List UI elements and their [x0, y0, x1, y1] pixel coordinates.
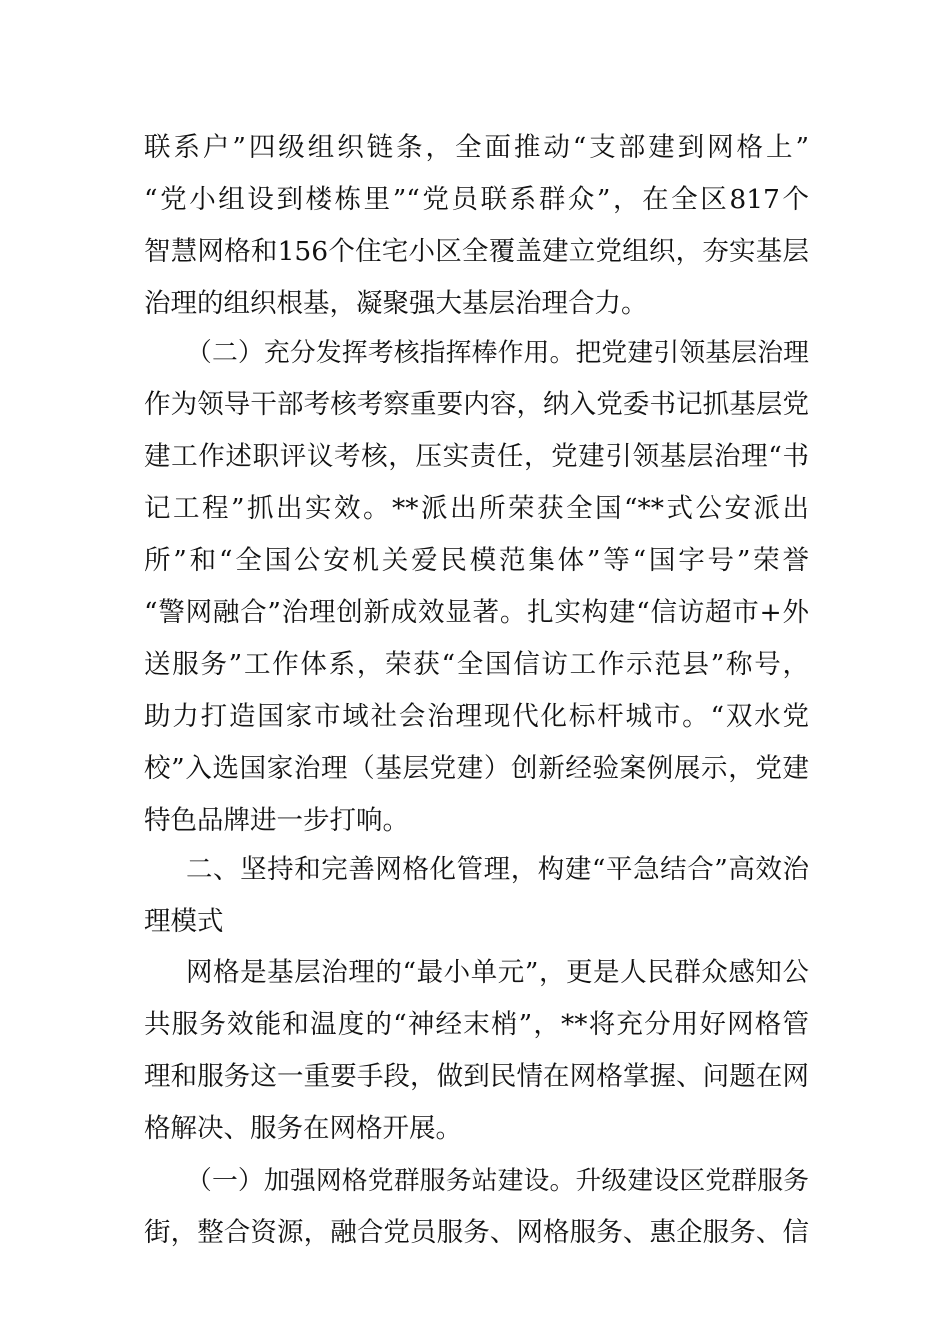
text-line: “党小组设到楼栋里”“党员联系群众”，在全区817个	[144, 184, 809, 215]
text-line: 网格是基层治理的“最小单元”，更是人民群众感知公	[186, 957, 809, 988]
text-line: 智慧网格和156个住宅小区全覆盖建立党组织，夯实基层	[144, 236, 809, 267]
section-heading: 理模式	[144, 906, 224, 937]
text-line: 记工程”抓出实效。**派出所荣获全国“**式公安派出	[144, 493, 809, 524]
text-line: 联系户”四级组织链条，全面推动“支部建到网格上”	[144, 132, 809, 163]
text-line: 送服务”工作体系，荣获“全国信访工作示范县”称号，	[144, 649, 809, 680]
text-line: “警网融合”治理创新成效显著。扎实构建“信访超市+外	[144, 597, 809, 628]
text-line: （二）充分发挥考核指挥棒作用。把党建引领基层治理	[186, 338, 809, 368]
text-line: 格解决、服务在网格开展。	[144, 1113, 462, 1144]
text-line: （一）加强网格党群服务站建设。升级建设区党群服务	[186, 1166, 809, 1196]
text-line: 共服务效能和温度的“神经末梢”，**将充分用好网格管	[144, 1009, 809, 1040]
text-line: 建工作述职评议考核，压实责任，党建引领基层治理“书	[144, 441, 809, 472]
text-line: 特色品牌进一步打响。	[144, 805, 409, 836]
text-line: 所”和“全国公安机关爱民模范集体”等“国字号”荣誉	[144, 545, 809, 576]
text-line: 理和服务这一重要手段，做到民情在网格掌握、问题在网	[144, 1061, 809, 1092]
text-line: 街，整合资源，融合党员服务、网格服务、惠企服务、信	[144, 1217, 809, 1248]
text-line: 作为领导干部考核考察重要内容，纳入党委书记抓基层党	[144, 389, 809, 420]
text-line: 治理的组织根基，凝聚强大基层治理合力。	[144, 288, 648, 319]
text-line: 助力打造国家市域社会治理现代化标杆城市。“双水党	[144, 701, 809, 732]
text-line: 校”入选国家治理（基层党建）创新经验案例展示，党建	[144, 753, 809, 784]
section-heading: 二、坚持和完善网格化管理，构建“平急结合”高效治	[186, 854, 809, 885]
